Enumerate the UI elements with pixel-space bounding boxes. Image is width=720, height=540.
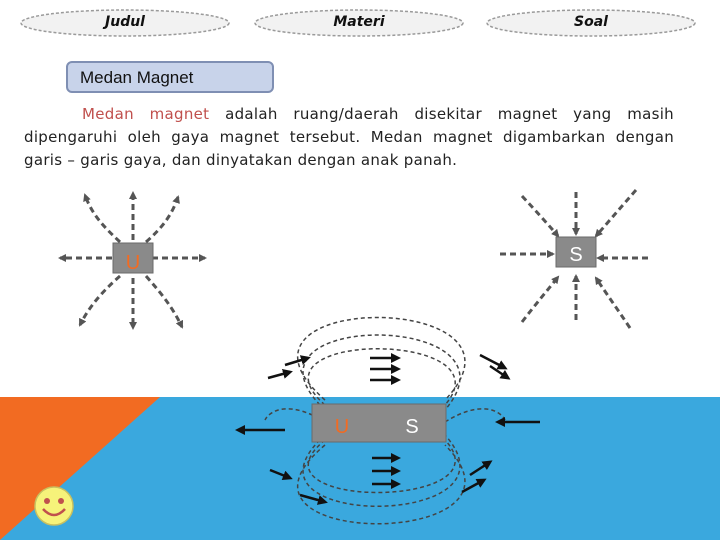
highlighted-term: Medan magnet (82, 105, 210, 123)
paragraph-text: adalah ruang/daerah disekitar magnet yang masih dipengaruhi oleh gaya magnet tersebut. Medan magnet digambarkan dengan garis – garis gaya, dan dinyatakan dengan anak panah. (24, 105, 674, 169)
north-pole-label: U (125, 252, 141, 274)
tab-soal-label: Soal (574, 14, 608, 30)
tab-materi-label: Materi (333, 14, 385, 30)
tab-judul-label: Judul (105, 14, 145, 30)
bar-magnet-north-label: U (334, 416, 350, 438)
section-title: Medan Magnet (80, 68, 194, 87)
bar-magnet-south-label: S (405, 416, 419, 438)
smiley-icon (32, 484, 76, 528)
bar-magnet (312, 404, 446, 442)
south-pole-label: S (569, 244, 583, 266)
